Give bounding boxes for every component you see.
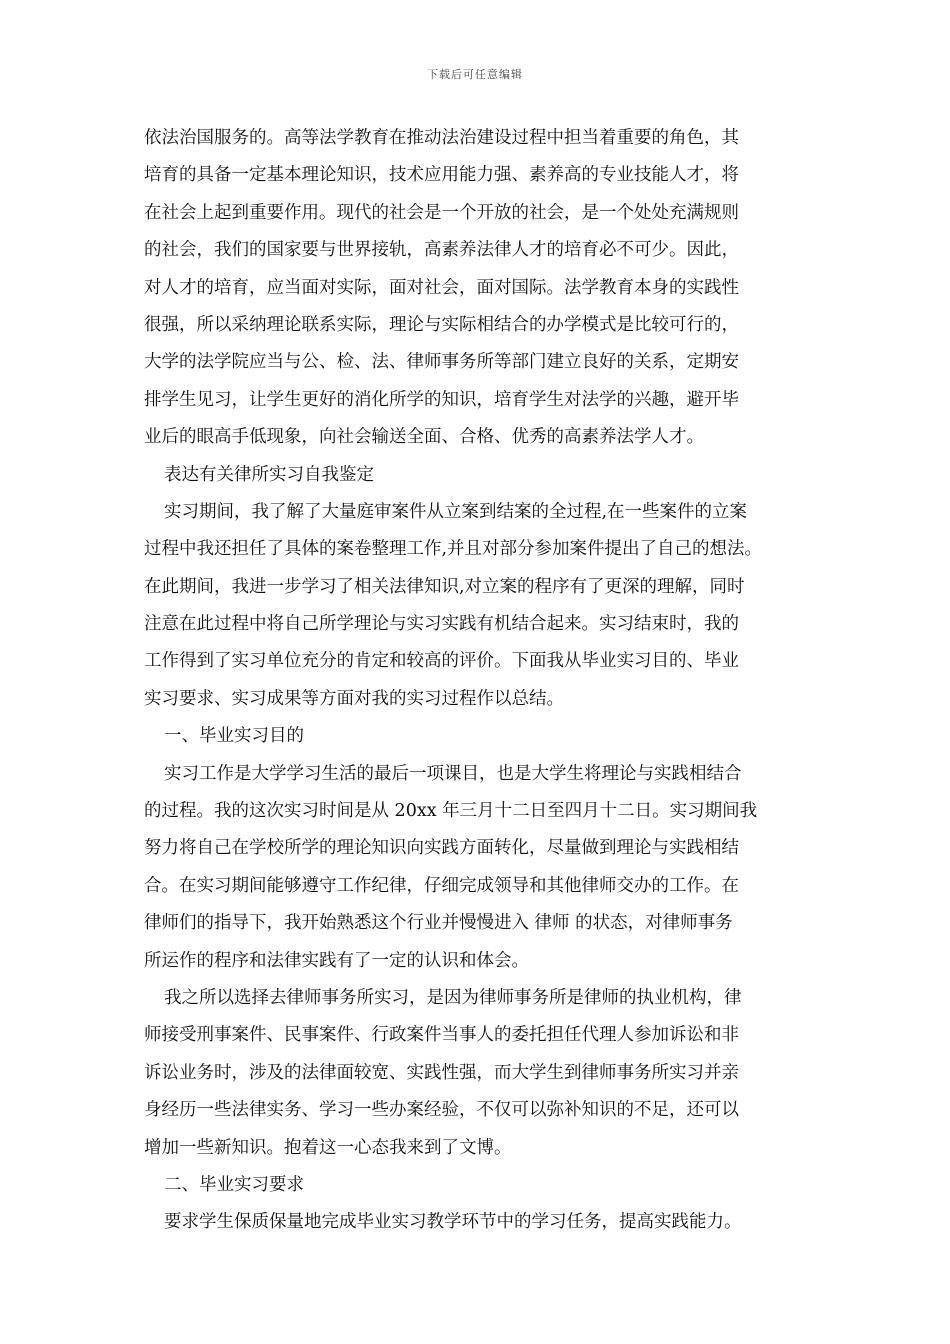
text-line: 排学生见习，让学生更好的消化所学的知识，培育学生对法学的兴趣，避开毕 bbox=[144, 389, 739, 410]
text-line: 要求学生保质保量地完成毕业实习教学环节中的学习任务，提高实践能力。 bbox=[164, 1212, 742, 1233]
text-line: 身经历一些法律实务、学习一些办案经验，不仅可以弥补知识的不足，还可以 bbox=[144, 1100, 739, 1121]
text-line: 一、毕业实习目的 bbox=[164, 726, 304, 747]
document-body bbox=[144, 120, 816, 1242]
text-line: 过程中我还担任了具体的案卷整理工作,并且对部分参加案件提出了自己的想法。 bbox=[144, 539, 763, 560]
text-line: 努力将自己在学校所学的理论知识向实践方面转化，尽量做到理论与实践相结 bbox=[144, 838, 739, 859]
text-line: 我之所以选择去律师事务所实习，是因为律师事务所是律师的执业机构，律 bbox=[164, 987, 742, 1008]
text-line: 大学的法学院应当与公、检、法、律师事务所等部门建立良好的关系，定期安 bbox=[144, 352, 739, 373]
text-line: 工作得到了实习单位充分的肯定和较高的评价。下面我从毕业实习目的、毕业 bbox=[144, 651, 739, 672]
text-line: 师接受刑事案件、民事案件、行政案件当事人的委托担任代理人参加诉讼和非 bbox=[144, 1025, 739, 1046]
text-line: 律师们的指导下，我开始熟悉这个行业并慢慢进入 律师 的状态，对律师事务 bbox=[144, 913, 733, 934]
page-header: 下载后可任意编辑 bbox=[427, 68, 523, 81]
text-line: 注意在此过程中将自己所学理论与实习实践有机结合起来。实习结束时，我的 bbox=[144, 614, 739, 635]
text-line: 对人才的培育，应当面对实际，面对社会，面对国际。法学教育本身的实践性 bbox=[144, 277, 739, 298]
text-line: 实习要求、实习成果等方面对我的实习过程作以总结。 bbox=[144, 688, 564, 709]
text-line: 实习期间，我了解了大量庭审案件从立案到结案的全过程,在一些案件的立案 bbox=[164, 501, 748, 522]
text-line: 业后的眼高手低现象，向社会输送全面、合格、优秀的高素养法学人才。 bbox=[144, 427, 704, 448]
text-line: 增加一些新知识。抱着这一心态我来到了文博。 bbox=[144, 1137, 512, 1158]
text-line: 在社会上起到重要作用。现代的社会是一个开放的社会，是一个处处充满规则 bbox=[144, 202, 739, 223]
text-line: 表达有关律所实习自我鉴定 bbox=[164, 464, 374, 485]
text-line: 的过程。我的这次实习时间是从 20xx 年三月十二日至四月十二日。实习期间我 bbox=[144, 801, 758, 822]
text-line: 二、毕业实习要求 bbox=[164, 1174, 304, 1195]
text-line: 所运作的程序和法律实践有了一定的认识和体会。 bbox=[144, 950, 529, 971]
text-line: 在此期间，我进一步学习了相关法律知识,对立案的程序有了更深的理解，同时 bbox=[144, 576, 745, 597]
text-line: 的社会，我们的国家要与世界接轨，高素养法律人才的培育必不可少。因此， bbox=[144, 240, 739, 261]
text-line: 合。在实习期间能够遵守工作纪律，仔细完成领导和其他律师交办的工作。在 bbox=[144, 875, 739, 896]
text-line: 依法治国服务的。高等法学教育在推动法治建设过程中担当着重要的角色，其 bbox=[144, 128, 739, 148]
text-line: 很强，所以采纳理论联系实际，理论与实际相结合的办学模式是比较可行的， bbox=[144, 314, 739, 335]
text-line: 实习工作是大学学习生活的最后一项课目，也是大学生将理论与实践相结合 bbox=[164, 763, 742, 784]
text-line: 培育的具备一定基本理论知识，技术应用能力强、素养高的专业技能人才，将 bbox=[144, 165, 739, 186]
text-line: 诉讼业务时，涉及的法律面较宽、实践性强，而大学生到律师事务所实习并亲 bbox=[144, 1062, 739, 1083]
